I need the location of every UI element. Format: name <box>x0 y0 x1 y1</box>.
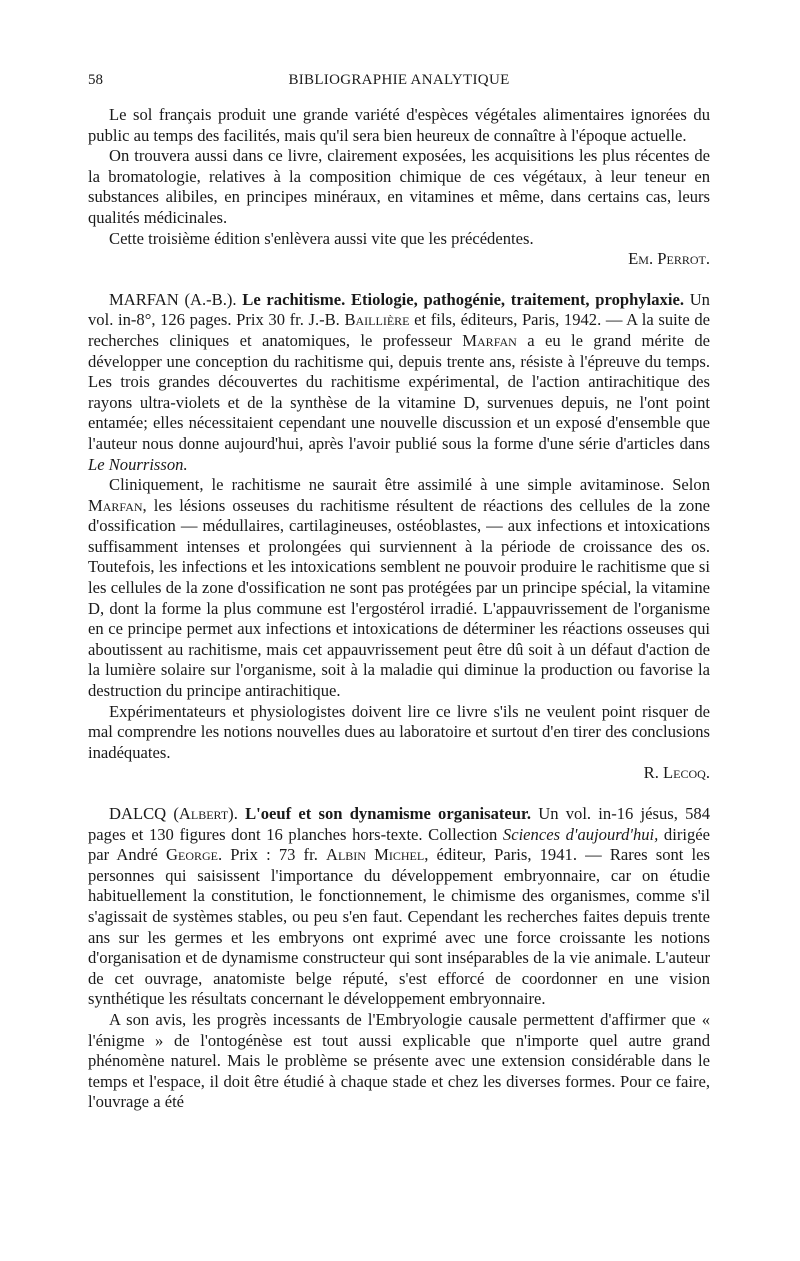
paragraph: Expérimentateurs et physiologistes doivent lire ce livre s'ils ne veulent point risquer de mal comprendre les notions nouvelles dues au laboratoire et surtout d'en tirer des conclusions inadéquates. <box>88 701 710 762</box>
book-title: L'oeuf et son dynamisme organisateur. <box>245 804 532 823</box>
page-header <box>88 72 710 94</box>
section-gap <box>88 270 710 290</box>
page-body <box>88 105 710 1113</box>
publisher-name: Albin Michel <box>325 845 425 865</box>
reviewer-signature: R. Lecoq. <box>643 763 710 783</box>
review-marfan <box>88 290 710 784</box>
section-gap <box>88 784 710 804</box>
paragraph: Cette troisième édition s'enlèvera aussi vite que les précédentes. <box>109 228 534 248</box>
review-perrot <box>88 105 710 270</box>
author-name: Marfan <box>462 330 517 350</box>
author-name: Marfan <box>88 495 143 515</box>
running-title: BIBLIOGRAPHIE ANALYTIQUE <box>288 72 510 88</box>
paragraph: DALCQ (Albert). L'oeuf et son dynamisme organisateur. Un vol. in-16 jésus, 584 pages et 130 figures dont 16 planches hors-texte. Collection Sciences d'aujourd'hui, dirigée par André George. Prix : 73 fr. Albin Michel, éditeur, Paris, 1941. — Rares sont les personnes qui saisissent l'importance du développement embryonnaire, car on étudie habituellement la constitution, le fonctionnement, le chimisme des organismes, comme s'il s'agissait de systèmes stables, ou peu s'en faut. Cependant les recherches faites depuis trente ans sur les germes et les embryons ont exprimé avec une force croissante les notions d'organisation et de dynamisme constructeur qui sont inséparables de la vie animale. L'auteur de cet ouvrage, anatomiste belge réputé, s'est efforcé de coordonner en une vision synthétique les résultats concernant le développement embryonnaire. <box>88 804 710 1009</box>
reviewer-signature: Em. Perrot. <box>628 249 710 269</box>
paragraph: MARFAN (A.-B.). Le rachitisme. Etiologie, pathogénie, traitement, prophylaxie. Un vol. in-8°, 126 pages. Prix 30 fr. J.-B. Baillière et fils, éditeurs, Paris, 1942. — A la suite de recherches cliniques et anatomiques, le professeur Marfan a eu le grand mérite de développer une conception du rachitisme qui, depuis trente ans, résiste à l'épreuve du temps. Les trois grandes découvertes du rachitisme expérimental, de l'action antirachitique des rayons ultra-violets et de la synthèse de la vitamine D, survenues depuis, ne l'ont point entamée; elles nécessitaient cependant une nouvelle discussion et un exposé d'ensemble que l'auteur nous donne aujourd'hui, après l'avoir publié sous la forme d'une série d'articles dans Le Nourrisson. <box>88 289 710 474</box>
director-name: George <box>166 845 218 865</box>
book-title: Le rachitisme. Etiologie, pathogénie, traitement, prophylaxie. <box>242 289 684 309</box>
paragraph: A son avis, les progrès incessants de l'Embryologie causale permettent d'affirmer que « l'énigme » de l'ontogénèse est tout aussi explicable que n'importe quel autre grand phénomène naturel. Mais le problème se présente avec une extension considérable dans le temps et l'espace, il doit être étudié à chaque stade et chez les diverses formes. Pour ce faire, l'ouvrage a été <box>88 1009 710 1112</box>
book-author: DALCQ ( <box>109 804 179 823</box>
collection-name: Sciences d'aujourd'hui, <box>502 824 659 844</box>
journal-name: Le Nourrisson. <box>88 454 188 474</box>
book-author: MARFAN (A.-B.). <box>109 289 237 309</box>
paragraph: On trouvera aussi dans ce livre, clairement exposées, les acquisitions les plus récentes de la bromatologie, relatives à la composition chimique de ces végétaux, à leur teneur en substances alibiles, en principes minéraux, en vitamines et même, dans certains cas, leurs qualités médicinales. <box>88 146 710 227</box>
review-dalcq <box>88 804 710 1113</box>
paragraph: Cliniquement, le rachitisme ne saurait être assimilé à une simple avitaminose. Selon Marfan, les lésions osseuses du rachitisme résultent de réactions des cellules de la zone d'ossification — médullaires, cartilagineuses, ostéoblastes, — aux infections et intoxications suffisamment intenses et prolongées qui surviennent à la période de croissance des os. Toutefois, les infections et les intoxications semblent ne pouvoir produire le rachitisme que si les cellules de la zone d'ossification ne sont pas protégées par un principe spécial, la vitamine D, dont la forme la plus commune est l'ergostérol irradié. L'appauvrissement de l'organisme en ce principe permet aux infections et intoxications de déterminer les réactions osseuses qui aboutissent au rachitisme, mais cet appauvrissement peut être dû soit à un défaut d'action de la lumière solaire sur l'organisme, soit à la maladie qui diminue la production ou favorise la destruction du principe antirachitique. <box>88 475 710 701</box>
publisher-name: Baillière <box>344 310 410 330</box>
page-number: 58 <box>88 72 103 88</box>
paragraph: Le sol français produit une grande variété d'espèces végétales alimentaires ignorées du public au temps des facilités, mais qu'il sera bien heureux de connaître à l'époque actuelle. <box>88 105 710 145</box>
